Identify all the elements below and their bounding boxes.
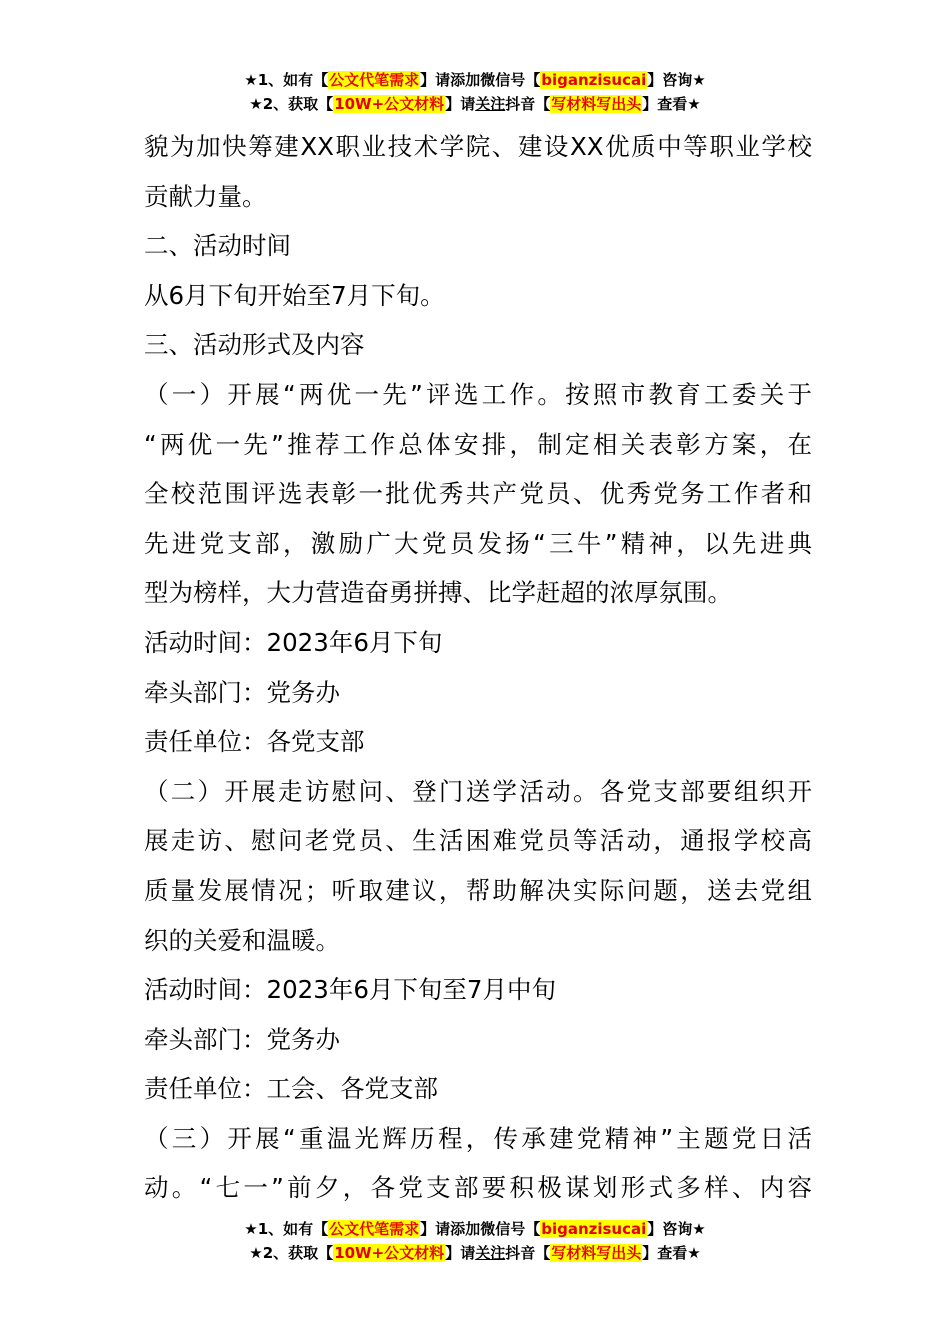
text-line: （一）开展“两优一先”评选工作。按照市教育工委关于 [144,379,812,409]
banner-text: 加 [465,71,481,89]
text-line: 从6月下旬开始至7月下旬。 [144,280,445,310]
banner-line-2 [0,92,950,116]
banner-line-1 [0,68,950,92]
banner-text: 】请添 [420,71,466,89]
banner-douyin-id: 写材料写出头 [551,1244,642,1262]
text-line: 型为榜样，大力营造奋勇拼搏、比学赶超的浓厚氛围。 [144,578,732,608]
banner-highlight: 10W+公文材料 [334,95,445,113]
banner-text: 】请 [445,95,476,113]
text-line: 动。“七一”前夕，各党支部要积极谋划形式多样、内容 [144,1173,812,1203]
banner-wechat-id: biganzisucai [541,1220,647,1238]
lead-department: 牵头部门：党务办 [144,677,340,707]
text-line: 先进党支部，激励广大党员发扬“三牛”精神，以先进典 [144,528,812,558]
text-line: 貌为加快筹建XX职业技术学院、建设XX优质中等职业学校 [144,132,812,161]
section-heading: 三、活动形式及内容 [144,330,365,360]
responsible-unit: 责任单位：工会、各党支部 [144,1074,438,1104]
banner-text: ★1、如有【 [244,1220,329,1238]
banner-text: 关注 [475,1244,506,1262]
lead-department: 牵头部门：党务办 [144,1024,340,1054]
text-line: 贡献力量。 [144,181,267,211]
banner-highlight: 公文代笔需求 [329,1220,420,1238]
activity-time: 活动时间：2023年6月下旬至7月中旬 [144,975,557,1005]
banner-highlight: 公文代笔需求 [329,71,420,89]
text-line: （二）开展走访慰问、登门送学活动。各党支部要组织开 [144,776,812,806]
banner-wechat-id: biganzisucai [541,71,647,89]
banner-text: ★1、如有【 [244,71,329,89]
activity-time: 活动时间：2023年6月下旬 [144,627,443,657]
banner-text: 】查看★ [642,1244,701,1262]
banner-line-2 [0,1241,950,1265]
document-body [144,122,812,1213]
banner-line-1 [0,1217,950,1241]
banner-text: 】请添 [420,1220,466,1238]
banner-text: 】查看★ [642,95,701,113]
banner-text: 】咨询★ [647,1220,706,1238]
banner-text: 抖音【 [505,95,551,113]
text-line: 展走访、慰问老党员、生活困难党员等活动，通报学校高 [144,826,812,856]
banner-text: 微信号【 [480,71,541,89]
banner-text: ★2、获取【 [249,95,334,113]
banner-text: 】咨询★ [647,71,706,89]
banner-douyin-id: 写材料写出头 [551,95,642,113]
text-line: 质量发展情况；听取建议，帮助解决实际问题，送去党组 [144,875,812,905]
banner-text: 微信号【 [480,1220,541,1238]
text-line: “两优一先”推荐工作总体安排，制定相关表彰方案，在 [144,429,812,459]
banner-text: ★2、获取【 [249,1244,334,1262]
banner-highlight: 10W+公文材料 [334,1244,445,1262]
text-line: 织的关爱和温暖。 [144,925,340,955]
responsible-unit: 责任单位：各党支部 [144,727,365,757]
banner-text: 】请 [445,1244,476,1262]
header-banner [0,68,950,116]
banner-text: 抖音【 [505,1244,551,1262]
text-line: 全校范围评选表彰一批优秀共产党员、优秀党务工作者和 [144,479,812,509]
footer-banner [0,1217,950,1265]
banner-text: 关注 [475,95,506,113]
text-line: （三）开展“重温光辉历程，传承建党精神”主题党日活 [144,1123,812,1153]
banner-text: 加 [465,1220,481,1238]
section-heading: 二、活动时间 [144,231,291,261]
